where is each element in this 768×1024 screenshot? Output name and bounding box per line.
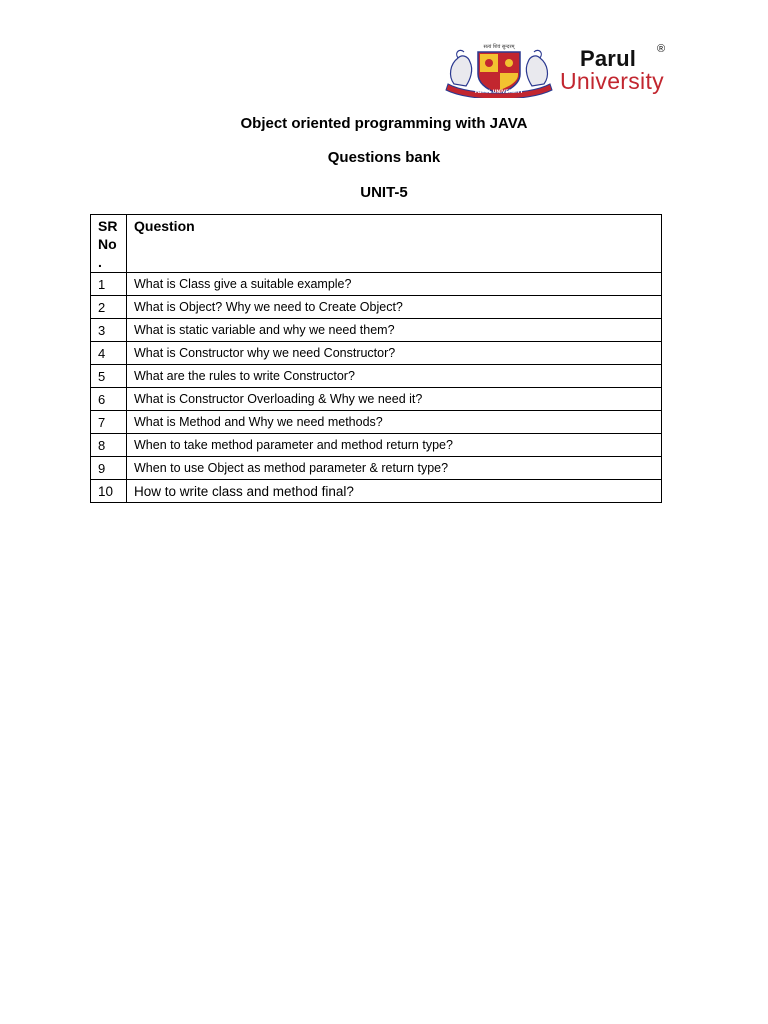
question-table [90,214,662,503]
header-sr-no: SR No . [91,215,127,273]
row-question: What are the rules to write Constructor? [127,365,662,388]
table-row [91,342,662,365]
table-row [91,434,662,457]
table-header-row [91,215,662,273]
row-number: 7 [91,411,127,434]
table-row [91,296,662,319]
row-number: 9 [91,457,127,480]
crest-motto: सत्यं शिवं सुन्दरम् [483,44,515,50]
row-number: 4 [91,342,127,365]
row-number: 6 [91,388,127,411]
university-logo [440,40,685,100]
row-question: What is Method and Why we need methods? [127,411,662,434]
row-question: What is Constructor why we need Constructor? [127,342,662,365]
row-number: 1 [91,273,127,296]
row-question: When to take method parameter and method return type? [127,434,662,457]
row-number: 2 [91,296,127,319]
row-question: When to use Object as method parameter & return type? [127,457,662,480]
registered-mark: ® [657,43,666,55]
row-number: 5 [91,365,127,388]
document-title: Object oriented programming with JAVA [240,115,528,132]
row-question: How to write class and method final? [127,480,662,503]
table-row [91,457,662,480]
row-number: 3 [91,319,127,342]
table-row [91,480,662,503]
table-row [91,411,662,434]
table-row [91,388,662,411]
row-question: What is Class give a suitable example? [127,273,662,296]
row-question: What is Constructor Overloading & Why we need it? [127,388,662,411]
table-row [91,273,662,296]
table-row [91,319,662,342]
logo-name: Parul [580,46,637,71]
header-question: Question [127,215,662,273]
table-row [91,365,662,388]
logo-university-text: University [560,68,664,94]
document-subtitle: Questions bank [327,149,441,166]
ribbon-text: PARUL UNIVERSITY [474,90,524,95]
crest-icon [440,40,558,98]
unit-heading: UNIT-5 [360,184,408,201]
row-number: 8 [91,434,127,457]
row-question: What is static variable and why we need them? [127,319,662,342]
row-question: What is Object? Why we need to Create Object? [127,296,662,319]
row-number: 10 [91,480,127,503]
